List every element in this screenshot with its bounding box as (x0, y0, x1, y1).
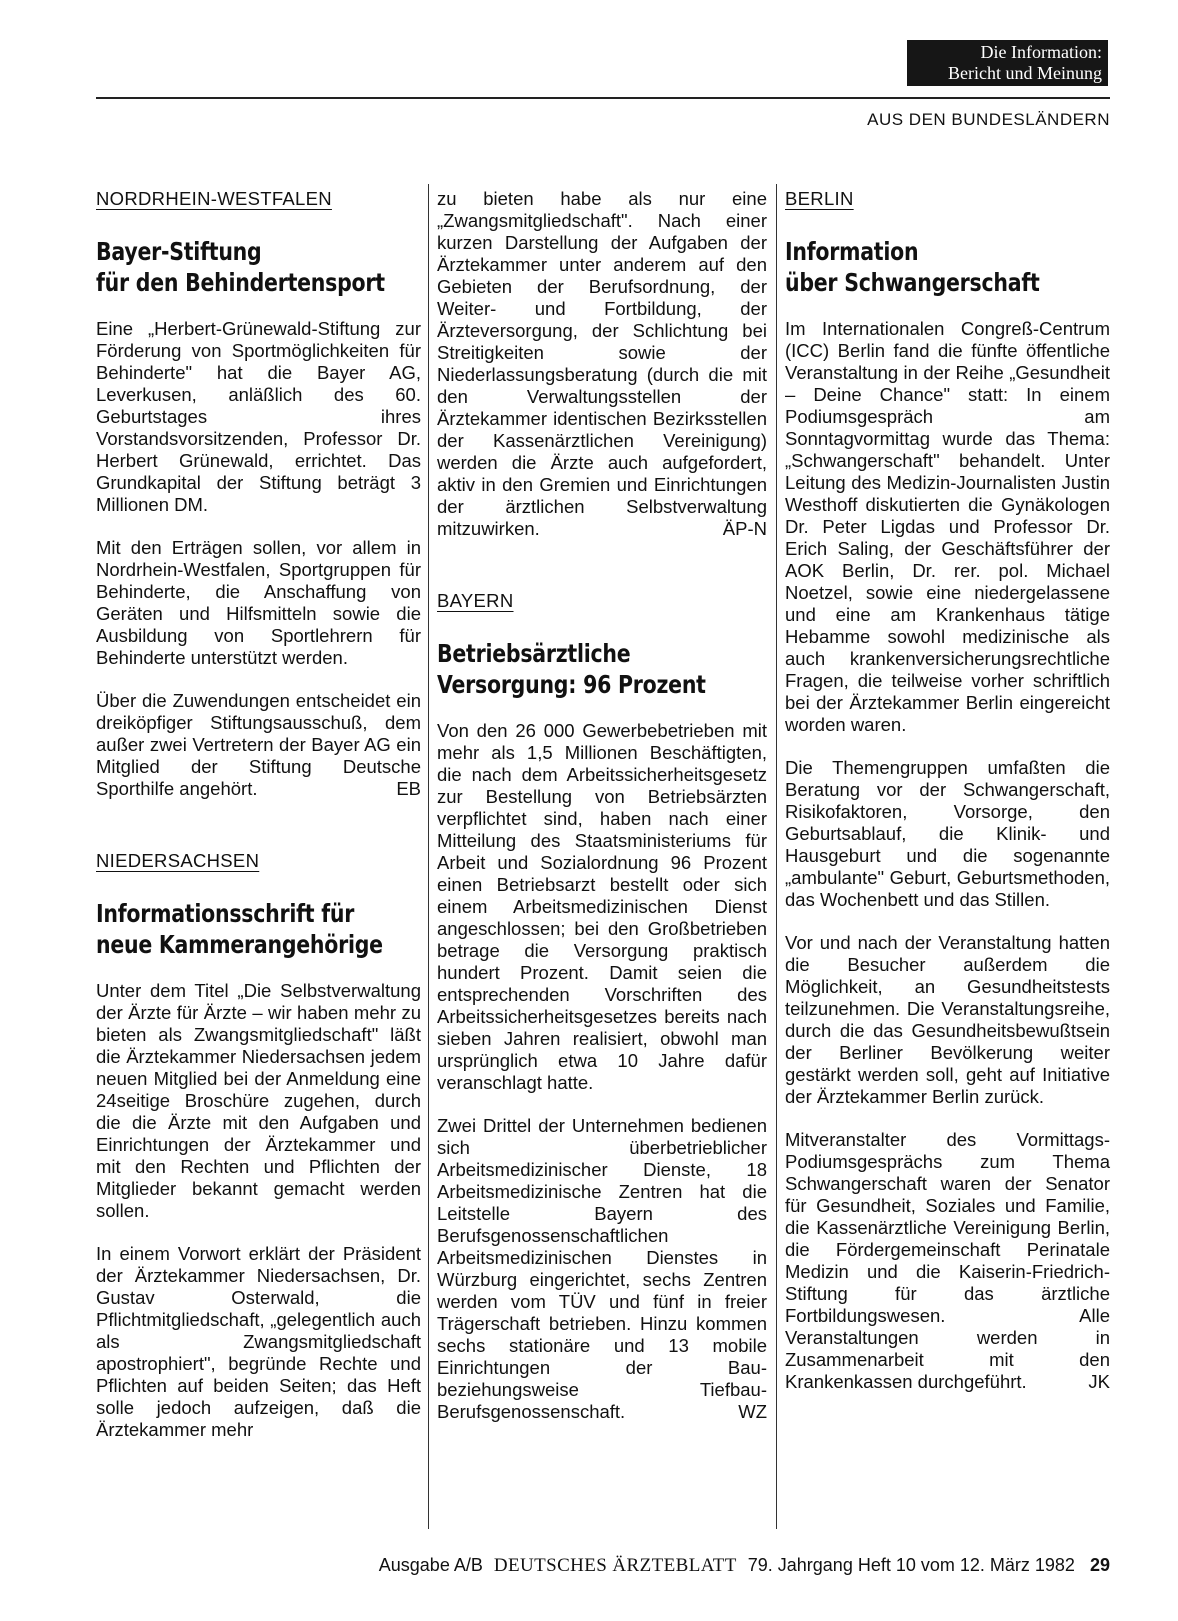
article-paragraph: Von den 26 000 Gewerbebetrieben mit mehr als 1,5 Millionen Beschäftigten, die nach dem Arbeitssicherheitsgesetz zur Bestellung von Betriebsärzten verpflichtet sind, haben nach einer Mitteilung des Staatsministeriums für Arbeit und Sozialordnung 96 Prozent einen Betriebsarzt bestellt oder sich einem Arbeitsmedizinischen Dienst angeschlossen; bei den Großbetrieben betrage die Versorgung praktisch hundert Prozent. Damit seien die entsprechenden Vorschriften des Arbeitssicherheitsgesetzes bereits nach sieben Jahren realisiert, obwohl man ursprünglich etwa 10 Jahre dafür veranschlagt hatte. (437, 720, 767, 1093)
author-signature: JK (1088, 1371, 1110, 1392)
region-label: BERLIN (785, 188, 854, 209)
headline-line-2: neue Kammerangehörige (96, 930, 383, 959)
headline-line-1: Information (785, 237, 919, 266)
page-footer (0, 1555, 1110, 1577)
headline-line-2: Versorgung: 96 Prozent (437, 670, 706, 699)
article-headline (96, 236, 421, 298)
footer-magazine-title: DEUTSCHES ÄRZTEBLATT (493, 1555, 737, 1576)
article-paragraph (96, 690, 421, 800)
column-2 (437, 188, 767, 1473)
region-label: NIEDERSACHSEN (96, 850, 260, 871)
article-headline (785, 236, 1110, 298)
article-paragraph: Unter dem Titel „Die Selbstverwaltung der Ärzte für Ärzte – wir haben mehr zu bieten als Zwangsmitgliedschaft" läßt die Ärztekammer Niedersachsen jedem neuen Mitglied bei der Anmeldung eine 24seitige Broschüre zugehen, durch die die Ärzte mit den Aufgaben und Einrichtungen der Ärztekammer und mit den Rechten und Pflichten der Mitglieder bekannt gemacht werden sollen. (96, 980, 421, 1221)
headline-line-2: über Schwangerschaft (785, 268, 1040, 297)
region-label: NORDRHEIN-WESTFALEN (96, 188, 332, 209)
page-number: 29 (1089, 1555, 1110, 1575)
article-niedersachsen (96, 850, 421, 1441)
badge-line-2: Bericht und Meinung (948, 63, 1102, 83)
paragraph-text: Zwei Drittel der Unternehmen bedienen sich überbetrieblicher Arbeitsmedizinischer Dienste, 18 Arbeitsmedizinische Zentren hat die Leitstelle Bayern des Berufsgenossenschaftlichen Arbeitsmedizinischen Dienstes in Würzburg eingerichtet, sechs Zentren werden vom TÜV und fünf in freier Trägerschaft betrieben. Hinzu kommen sechs stationäre und 13 mobile Einrichtungen der Bau- beziehungsweise Tiefbau-Berufsgenossenschaft. (437, 1115, 767, 1422)
footer-issue: 79. Jahrgang Heft 10 vom 12. März 1982 (747, 1555, 1075, 1575)
column-3 (785, 188, 1110, 1443)
article-bayern (437, 590, 767, 1423)
article-berlin (785, 188, 1110, 1393)
headline-line-2: für den Behindertensport (96, 268, 385, 297)
section-badge (907, 40, 1108, 86)
author-signature: EB (396, 778, 421, 799)
headline-line-1: Bayer-Stiftung (96, 237, 262, 266)
paragraph-text: Mitveranstalter des Vormittags-Podiumsgesprächs zum Thema Schwangerschaft waren der Senator für Gesundheit, Soziales und Familie, die Kassenärztliche Vereinigung Berlin, die Fördergemeinschaft Perinatale Medizin und die Kaiserin-Friedrich-Stiftung für das ärztliche Fortbildungswesen. Alle Veranstaltungen werden in Zusammenarbeit mit den Krankenkassen durchgeführt. (785, 1129, 1110, 1392)
article-paragraph (437, 188, 767, 540)
article-headline (96, 898, 421, 960)
headline-line-1: Informationsschrift für (96, 899, 355, 928)
section-kicker: AUS DEN BUNDESLÄNDERN (867, 110, 1110, 129)
paragraph-text: Über die Zuwendungen entscheidet ein dreiköpfiger Stiftungsausschuß, dem außer zwei Vertretern der Bayer AG ein Mitglied der Stiftung Deutsche Sporthilfe angehört. (96, 690, 421, 799)
footer-edition: Ausgabe A/B (378, 1555, 483, 1575)
article-paragraph (785, 1129, 1110, 1393)
column-1 (96, 188, 421, 1491)
article-paragraph: Die Themengruppen umfaßten die Beratung vor der Schwangerschaft, Risikofaktoren, Vorsorge, den Geburtsablauf, die Klinik- und Hausgeburt und die sogenannte „ambulante" Geburt, Geburtsmethoden, das Wochenbett und das Stillen. (785, 757, 1110, 910)
region-label: BAYERN (437, 590, 514, 611)
article-paragraph: Eine „Herbert-Grünewald-Stiftung zur Förderung von Sportmöglichkeiten für Behinderte" hat die Bayer AG, Leverkusen, anläßlich des 60. Geburtstages ihres Vorstandsvorsitzenden, Professor Dr. Herbert Grünewald, errichtet. Das Grundkapital der Stiftung beträgt 3 Millionen DM. (96, 318, 421, 515)
author-signature: WZ (738, 1401, 767, 1422)
article-paragraph: Im Internationalen Congreß-Centrum (ICC) Berlin fand die fünfte öffentliche Veranstaltung in der Reihe „Gesundheit – Deine Chance" statt: In einem Podiumsgespräch am Sonntagvormittag wurde das Thema: „Schwangerschaft" behandelt. Unter Leitung des Medizin-Journalisten Justin Westhoff diskutierten die Gynäkologen Dr. Peter Ligdas und Professor Dr. Erich Saling, der Geschäftsführer der AOK Berlin, Dr. rer. pol. Michael Noetzel, sowie eine niedergelassene und eine am Krankenhaus tätige Hebamme sowohl medizinische als auch krankenversicherungsrechtliche Fragen, die teilweise vorher schriftlich bei der Ärztekammer Berlin eingereicht worden waren. (785, 318, 1110, 735)
header-rule (96, 97, 1110, 99)
article-paragraph (437, 1115, 767, 1423)
article-nordrhein-westfalen (96, 188, 421, 800)
article-paragraph: In einem Vorwort erklärt der Präsident der Ärztekammer Niedersachsen, Dr. Gustav Osterwald, die Pflichtmitgliedschaft, „gelegentlich auch als Zwangsmitgliedschaft apostrophiert", begründe Rechte und Pflichten auf beiden Seiten; das Heft solle jedoch aufzeigen, daß die Ärztekammer mehr (96, 1243, 421, 1440)
article-paragraph: Vor und nach der Veranstaltung hatten die Besucher außerdem die Möglichkeit, an Gesundheitstests teilzunehmen. Die Veranstaltungsreihe, durch die das Gesundheitsbewußtsein der Berliner Bevölkerung weiter gestärkt werden soll, geht auf Initiative der Ärztekammer Berlin zurück. (785, 932, 1110, 1107)
paragraph-text: zu bieten habe als nur eine „Zwangsmitgliedschaft". Nach einer kurzen Darstellung der Aufgaben der Ärztekammer unter anderem auf den Gebieten der Berufsordnung, der Weiter- und Fortbildung, der Ärzteversorgung, der Schlichtung bei Streitigkeiten sowie der Niederlassungsberatung (durch die mit den Verwaltungsstellen der Ärztekammer identischen Bezirksstellen der Kassenärztlichen Vereinigung) werden die Ärzte auch aufgefordert, aktiv in den Gremien und Einrichtungen der ärztlichen Selbstverwaltung mitzuwirken. (437, 188, 767, 539)
headline-line-1: Betriebsärztliche (437, 639, 631, 668)
author-signature: ÄP-N (722, 518, 767, 539)
column-divider-2 (776, 184, 777, 1529)
article-headline (437, 638, 767, 700)
badge-line-1: Die Information: (980, 42, 1102, 62)
column-divider-1 (428, 184, 429, 1529)
article-niedersachsen-continued (437, 188, 767, 540)
article-paragraph: Mit den Erträgen sollen, vor allem in Nordrhein-Westfalen, Sportgruppen für Behinderte, die Anschaffung von Geräten und Hilfsmitteln sowie die Ausbildung von Sportlehrern für Behinderte unterstützt werden. (96, 537, 421, 668)
